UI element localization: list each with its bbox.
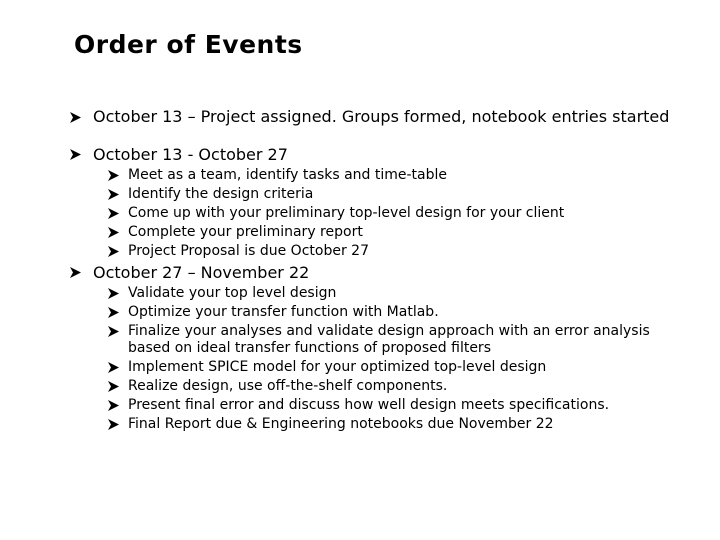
sub-item: Complete your preliminary report xyxy=(128,224,363,240)
arrowhead-bullet-icon xyxy=(108,189,119,200)
sub-item: Present final error and discuss how well design meets specifications. xyxy=(128,397,610,413)
slide-title: Order of Events xyxy=(74,30,303,59)
arrowhead-bullet-icon xyxy=(108,381,119,392)
arrowhead-bullet-icon xyxy=(108,170,119,181)
arrowhead-bullet-icon xyxy=(70,267,81,278)
sub-item: Finalize your analyses and validate design approach with an error analysis based on ideal transfer functions of proposed filters xyxy=(128,323,650,356)
arrowhead-bullet-icon xyxy=(70,112,81,123)
arrowhead-bullet-icon xyxy=(108,326,119,337)
sub-item: Project Proposal is due October 27 xyxy=(128,243,369,259)
sub-item: Optimize your transfer function with Matlab. xyxy=(128,304,439,320)
arrowhead-bullet-icon xyxy=(108,227,119,238)
arrowhead-bullet-icon xyxy=(108,288,119,299)
sub-item: Come up with your preliminary top-level design for your client xyxy=(128,205,565,221)
sub-item: Meet as a team, identify tasks and time-table xyxy=(128,167,448,183)
arrowhead-bullet-icon xyxy=(108,419,119,430)
sub-item: Implement SPICE model for your optimized top-level design xyxy=(128,359,547,375)
level1-item-oct13-assigned: October 13 – Project assigned. Groups formed, notebook entries started xyxy=(93,107,670,126)
arrowhead-bullet-icon xyxy=(108,208,119,219)
sub-item: Final Report due & Engineering notebooks due November 22 xyxy=(128,416,554,432)
arrowhead-bullet-icon xyxy=(108,362,119,373)
arrowhead-bullet-icon xyxy=(70,149,81,160)
level1-item-oct13-oct27: October 13 - October 27 xyxy=(93,145,288,164)
level1-item-oct27-nov22: October 27 – November 22 xyxy=(93,263,310,282)
arrowhead-bullet-icon xyxy=(108,400,119,411)
arrowhead-bullet-icon xyxy=(108,246,119,257)
sub-item: Validate your top level design xyxy=(128,285,337,301)
sub-item: Realize design, use off-the-shelf components. xyxy=(128,378,448,394)
arrowhead-bullet-icon xyxy=(108,307,119,318)
sub-item: Identify the design criteria xyxy=(128,186,314,202)
